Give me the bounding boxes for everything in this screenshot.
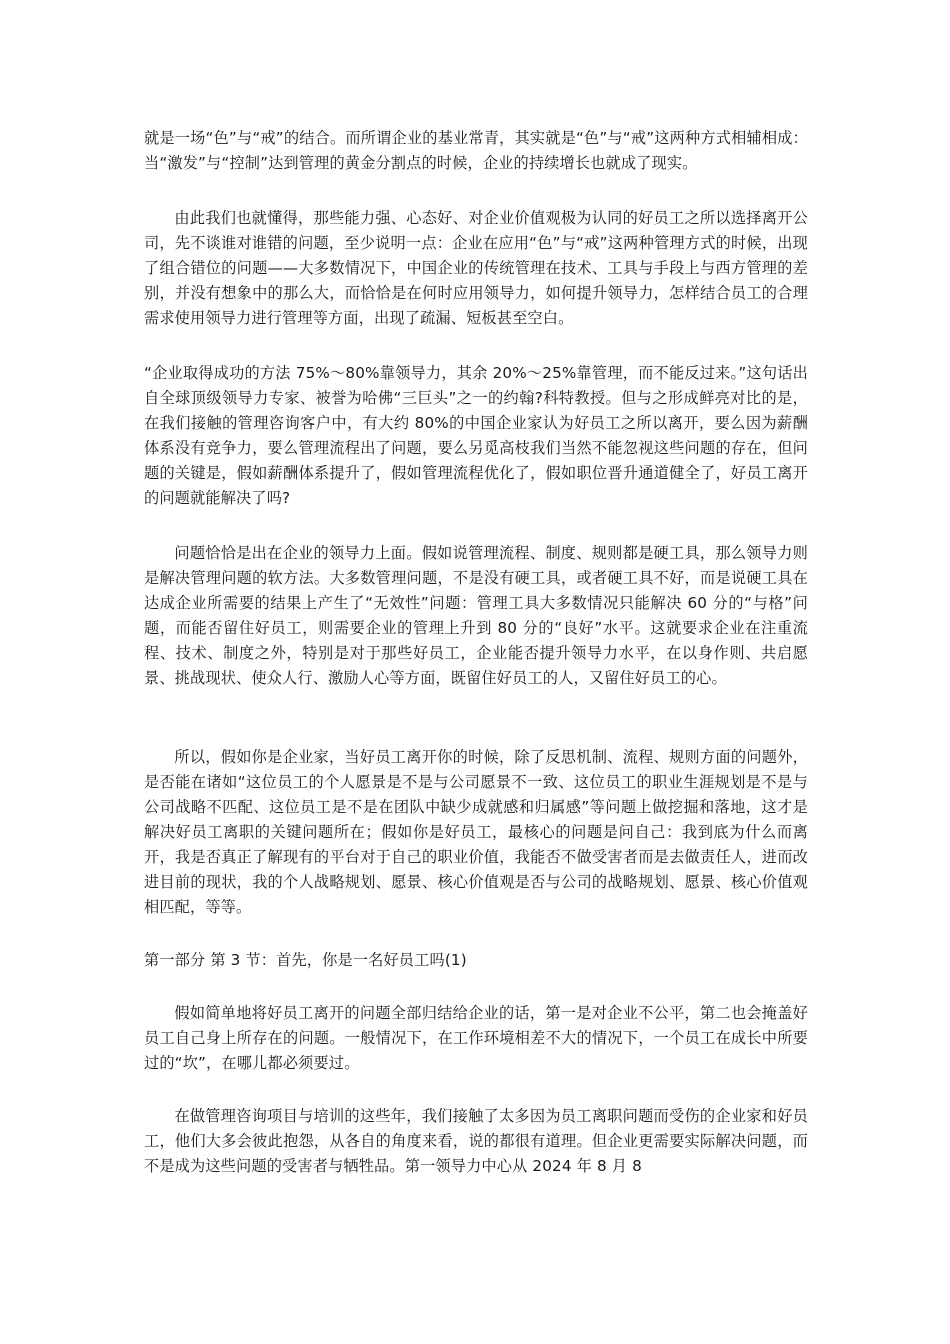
document-page [144, 120, 808, 1179]
paragraph-3: “企业取得成功的方法 75%～80%靠领导力，其余 20%～25%靠管理，而不能反过来。”这句话出自全球顶级领导力专家、被誉为哈佛“三巨头”之一的约翰?科特教授。但与之形成鲜亮对比的是，在我们接触的管理咨询客户中，有大约 80%的中国企业家认为好员工之所以离开，要么因为薪酬体系没有竞争力，要么管理流程出了问题，要么另觅高枝我们当然不能忽视这些问题的存在，但问题的关键是，假如薪酬体系提升了，假如管理流程优化了，假如职位晋升通道健全了，好员工离开的问题就能解决了吗? [144, 364, 808, 507]
paragraph-5: 所以，假如你是企业家，当好员工离开你的时候，除了反思机制、流程、规则方面的问题外，是否能在诸如“这位员工的个人愿景是不是与公司愿景不一致、这位员工的职业生涯规划是不是与公司战略不匹配、这位员工是不是在团队中缺少成就感和归属感”等问题上做挖掘和落地，这才是解决好员工离职的关键问题所在；假如你是好员工，最核心的问题是问自己：我到底为什么而离开，我是否真正了解现有的平台对于自己的职业价值，我能否不做受害者而是去做责任人，进而改进目前的现状，我的个人战略规划、愿景、核心价值观是否与公司的战略规划、愿景、核心价值观相匹配，等等。 [144, 748, 808, 916]
paragraph-2: 由此我们也就懂得，那些能力强、心态好、对企业价值观极为认同的好员工之所以选择离开公司，先不谈谁对谁错的问题，至少说明一点：企业在应用“色”与“戒”这两种管理方式的时候，出现了组合错位的问题——大多数情况下，中国企业的传统管理在技术、工具与手段上与西方管理的差别，并没有想象中的那么大，而恰恰是在何时应用领导力，如何提升领导力，怎样结合员工的合理需求使用领导力进行管理等方面，出现了疏漏、短板甚至空白。 [144, 209, 808, 327]
paragraph-4: 问题恰恰是出在企业的领导力上面。假如说管理流程、制度、规则都是硬工具，那么领导力则是解决管理问题的软方法。大多数管理问题，不是没有硬工具，或者硬工具不好，而是说硬工具在达成企业所需要的结果上产生了“无效性”问题：管理工具大多数情况只能解决 60 分的“与格”问题，而能否留住好员工，则需要企业的管理上升到 80 分的“良好”水平。这就要求企业在注重流程、技术、制度之外，特别是对于那些好员工，企业能否提升领导力水平，在以身作则、共启愿景、挑战现状、使众人行、激励人心等方面，既留住好员工的人，又留住好员工的心。 [144, 544, 808, 687]
paragraph-6: 假如简单地将好员工离开的问题全部归结给企业的话，第一是对企业不公平，第二也会掩盖好员工自己身上所存在的问题。一般情况下，在工作环境相差不大的情况下，一个员工在成长中所要过的“坎”，在哪儿都必须要过。 [144, 1004, 808, 1072]
paragraph-1: 就是一场“色”与“戒”的结合。而所谓企业的基业常青，其实就是“色”与“戒”这两种方式相辅相成：当“激发”与“控制”达到管理的黄金分割点的时候，企业的持续增长也就成了现实。 [144, 129, 808, 172]
section-heading: 第一部分 第 3 节：首先，你是一名好员工吗(1) [144, 951, 467, 969]
paragraph-7: 在做管理咨询项目与培训的这些年，我们接触了太多因为员工离职问题而受伤的企业家和好员工，他们大多会彼此抱怨，从各自的角度来看，说的都很有道理。但企业更需要实际解决问题，而不是成为这些问题的受害者与牺牲品。第一领导力中心从 2024 年 8 月 8 [144, 1107, 808, 1175]
